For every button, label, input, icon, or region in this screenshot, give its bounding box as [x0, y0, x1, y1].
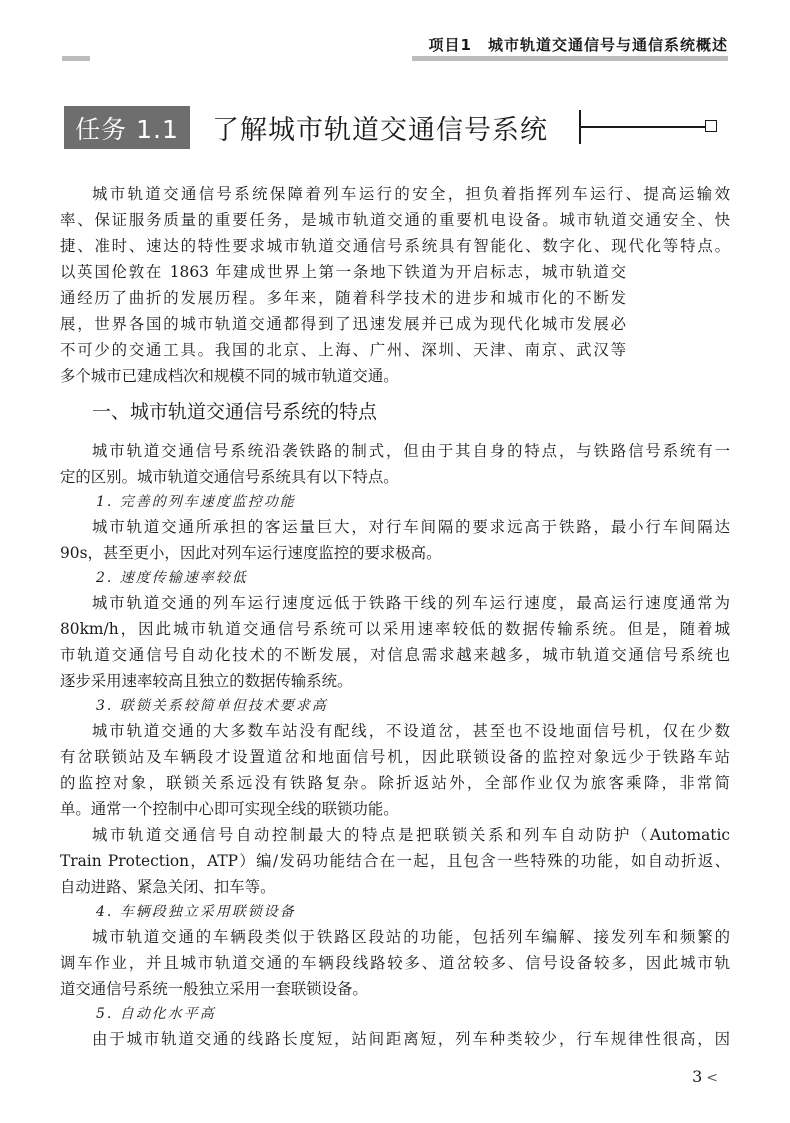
- intro-line: 不可少的交通工具。我国的北京、上海、广州、深圳、天津、南京、武汉等: [60, 341, 626, 359]
- body-line: Train Protection，ATP）编/发码功能结合在一起，且包含一些特殊的功能，如自动折返、: [60, 852, 730, 870]
- task-decor-hline: [581, 126, 705, 128]
- running-title: 项目1 城市轨道交通信号与通信系统概述: [428, 36, 728, 54]
- body-line: 逐步采用速率较高且独立的数据传输系统。: [60, 672, 353, 690]
- intro-line: 多个城市已建成档次和规模不同的城市轨道交通。: [60, 367, 399, 385]
- body-line: 城市轨道交通所承担的客运量巨大，对行车间隔的要求远高于铁路，最小行车间隔达: [92, 518, 730, 536]
- body-line: 道交通信号系统一般独立采用一套联锁设备。: [60, 980, 368, 998]
- item-heading: 1. 完善的列车速度监控功能: [96, 494, 296, 510]
- header-bar-right: [412, 56, 728, 61]
- intro-line: 率、保证服务质量的重要任务，是城市轨道交通的重要机电设备。城市轨道交通安全、快: [60, 211, 730, 229]
- item-heading: 3. 联锁关系较简单但技术要求高: [96, 698, 328, 714]
- page-number-value: 3: [692, 1067, 703, 1086]
- item-heading: 5. 自动化水平高: [96, 1006, 216, 1022]
- section-heading: 一、城市轨道交通信号系统的特点: [92, 401, 378, 423]
- task-label-box: 任务 1.1: [64, 106, 190, 149]
- task-decor-square: [705, 120, 717, 132]
- body-line: 城市轨道交通的大多数车站没有配线，不设道岔，甚至也不设地面信号机，仅在少数: [92, 722, 730, 740]
- intro-line: 通经历了曲折的发展历程。多年来，随着科学技术的进步和城市化的不断发: [60, 289, 626, 307]
- item-heading: 2. 速度传输速率较低: [96, 570, 248, 586]
- body-line: 城市轨道交通的列车运行速度远低于铁路干线的列车运行速度，最高运行速度通常为: [92, 594, 730, 612]
- section-intro-line: 城市轨道交通信号系统沿袭铁路的制式，但由于其自身的特点，与铁路信号系统有一: [92, 442, 730, 460]
- task-title: 了解城市轨道交通信号系统: [212, 115, 548, 146]
- item-heading: 4. 车辆段独立采用联锁设备: [96, 904, 296, 920]
- body-line: 单。通常一个控制中心即可实现全线的联锁功能。: [60, 800, 399, 818]
- intro-line: 以英国伦敦在 1863 年建成世界上第一条地下铁道为开启标志，城市轨道交: [60, 263, 626, 281]
- body-line: 80km/h，因此城市轨道交通信号系统可以采用速率较低的数据传输系统。但是，随着城: [60, 620, 730, 638]
- body-line: 调车作业，并且城市轨道交通的车辆段线路较多、道岔较多、信号设备较多，因此城市轨: [60, 954, 730, 972]
- body-line: 的监控对象，联锁关系远没有铁路复杂。除折返站外，全部作业仅为旅客乘降，非常简: [60, 774, 730, 792]
- section-intro-line: 定的区别。城市轨道交通信号系统具有以下特点。: [60, 468, 399, 486]
- body-line: 城市轨道交通的车辆段类似于铁路区段站的功能，包括列车编解、接发列车和频繁的: [92, 928, 730, 946]
- intro-line: 捷、准时、速达的特性要求城市轨道交通信号系统具有智能化、数字化、现代化等特点。: [60, 237, 730, 255]
- body-line: 90s，甚至更小，因此对列车运行速度监控的要求极高。: [60, 544, 442, 562]
- intro-line: 展，世界各国的城市轨道交通都得到了迅速发展并已成为现代化城市发展必: [60, 315, 626, 333]
- page-number: [692, 1067, 718, 1086]
- header-bar-left: [62, 56, 90, 61]
- body-line: 自动进路、紧急关闭、扣车等。: [60, 878, 276, 896]
- intro-line: 城市轨道交通信号系统保障着列车运行的安全，担负着指挥列车运行、提高运输效: [92, 185, 730, 203]
- body-line: 由于城市轨道交通的线路长度短，站间距离短，列车种类较少，行车规律性很高，因: [92, 1030, 730, 1048]
- body-line: 有岔联锁站及车辆段才设置道岔和地面信号机，因此联锁设备的监控对象远少于铁路车站: [60, 748, 730, 766]
- page-arrow-icon: <: [706, 1070, 718, 1086]
- body-line: 城市轨道交通信号自动控制最大的特点是把联锁关系和列车自动防护（Automatic: [92, 826, 730, 844]
- body-line: 市轨道交通信号自动化技术的不断发展，对信息需求越来越多，城市轨道交通信号系统也: [60, 646, 730, 664]
